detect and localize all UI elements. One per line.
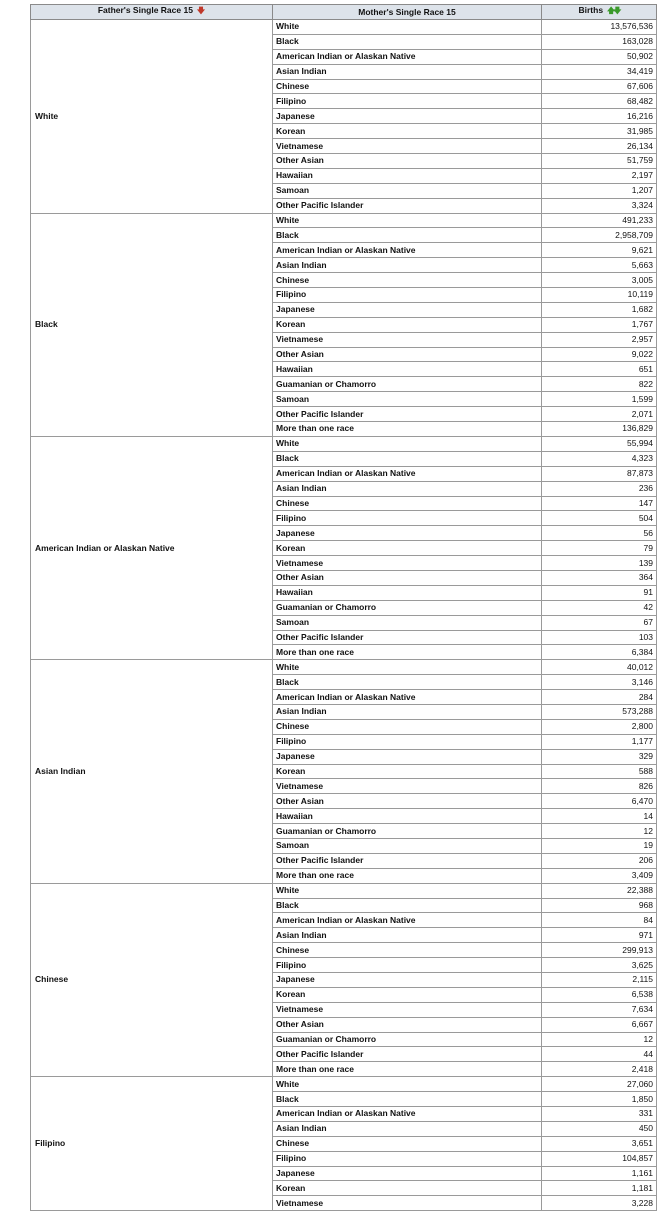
births-cell: 329	[542, 749, 657, 764]
births-cell: 104,857	[542, 1151, 657, 1166]
header-row	[31, 5, 657, 20]
births-cell: 79	[542, 541, 657, 556]
births-header-label: Births	[578, 5, 604, 15]
births-cell: 1,177	[542, 734, 657, 749]
births-cell: 7,634	[542, 1002, 657, 1017]
mother-race-cell: Chinese	[273, 719, 542, 734]
births-cell: 67,606	[542, 79, 657, 94]
births-cell: 163,028	[542, 34, 657, 49]
births-cell: 103	[542, 630, 657, 645]
mother-race-cell: Other Asian	[273, 1017, 542, 1032]
births-cell: 826	[542, 779, 657, 794]
births-cell: 27,060	[542, 1077, 657, 1092]
mother-race-cell: White	[273, 1077, 542, 1092]
mother-race-cell: Chinese	[273, 1136, 542, 1151]
births-cell: 651	[542, 362, 657, 377]
births-cell: 14	[542, 809, 657, 824]
table-row	[31, 883, 657, 898]
births-cell: 55,994	[542, 436, 657, 451]
births-cell: 3,228	[542, 1196, 657, 1211]
mother-race-cell: Filipino	[273, 1151, 542, 1166]
births-cell: 236	[542, 481, 657, 496]
mother-race-cell: American Indian or Alaskan Native	[273, 1107, 542, 1122]
mother-race-cell: Samoan	[273, 838, 542, 853]
births-cell: 3,146	[542, 675, 657, 690]
births-cell: 206	[542, 853, 657, 868]
births-cell: 6,538	[542, 987, 657, 1002]
father-race-cell: American Indian or Alaskan Native	[31, 436, 273, 659]
births-cell: 6,384	[542, 645, 657, 660]
births-cell: 2,197	[542, 168, 657, 183]
mother-race-cell: Black	[273, 228, 542, 243]
births-cell: 22,388	[542, 883, 657, 898]
births-cell: 3,005	[542, 273, 657, 288]
births-cell: 450	[542, 1121, 657, 1136]
births-cell: 2,958,709	[542, 228, 657, 243]
births-cell: 12	[542, 824, 657, 839]
father-race-header-label: Father's Single Race 15	[97, 5, 193, 15]
births-cell: 3,625	[542, 958, 657, 973]
births-cell: 56	[542, 526, 657, 541]
mother-race-cell: White	[273, 660, 542, 675]
births-cell: 44	[542, 1047, 657, 1062]
births-cell: 40,012	[542, 660, 657, 675]
mother-race-cell: Vietnamese	[273, 779, 542, 794]
births-cell: 1,207	[542, 183, 657, 198]
mother-race-cell: More than one race	[273, 1062, 542, 1077]
births-cell: 1,181	[542, 1181, 657, 1196]
mother-race-header	[273, 5, 542, 20]
births-cell: 364	[542, 570, 657, 585]
births-cell: 822	[542, 377, 657, 392]
mother-race-cell: More than one race	[273, 422, 542, 437]
births-cell: 588	[542, 764, 657, 779]
mother-race-cell: Black	[273, 675, 542, 690]
mother-race-cell: Asian Indian	[273, 258, 542, 273]
births-cell: 299,913	[542, 943, 657, 958]
births-cell: 6,667	[542, 1017, 657, 1032]
table-body	[31, 20, 657, 1211]
mother-race-cell: Other Pacific Islander	[273, 1047, 542, 1062]
mother-race-cell: Vietnamese	[273, 332, 542, 347]
births-cell: 331	[542, 1107, 657, 1122]
mother-race-cell: Filipino	[273, 734, 542, 749]
mother-race-cell: Korean	[273, 764, 542, 779]
mother-race-cell: Korean	[273, 987, 542, 1002]
births-cell: 87,873	[542, 466, 657, 481]
mother-race-cell: Guamanian or Chamorro	[273, 600, 542, 615]
mother-race-cell: Other Pacific Islander	[273, 630, 542, 645]
father-race-cell: Filipino	[31, 1077, 273, 1211]
mother-race-cell: Guamanian or Chamorro	[273, 824, 542, 839]
births-cell: 4,323	[542, 451, 657, 466]
sort-toggle-icon[interactable]: 🡅🡇	[607, 6, 620, 15]
mother-race-cell: Hawaiian	[273, 585, 542, 600]
births-cell: 139	[542, 556, 657, 571]
mother-race-cell: Filipino	[273, 511, 542, 526]
births-cell: 2,800	[542, 719, 657, 734]
births-cell: 3,409	[542, 868, 657, 883]
mother-race-cell: Japanese	[273, 109, 542, 124]
births-cell: 2,957	[542, 332, 657, 347]
mother-race-cell: Korean	[273, 317, 542, 332]
mother-race-cell: Black	[273, 898, 542, 913]
births-cell: 147	[542, 496, 657, 511]
table-row	[31, 20, 657, 35]
mother-race-cell: Asian Indian	[273, 64, 542, 79]
mother-race-cell: Black	[273, 1092, 542, 1107]
mother-race-cell: Filipino	[273, 958, 542, 973]
mother-race-cell: Other Asian	[273, 794, 542, 809]
mother-race-cell: Korean	[273, 1181, 542, 1196]
mother-race-cell: More than one race	[273, 645, 542, 660]
table-row	[31, 213, 657, 228]
mother-race-cell: Filipino	[273, 94, 542, 109]
table-row	[31, 436, 657, 451]
births-cell: 16,216	[542, 109, 657, 124]
mother-race-cell: Korean	[273, 124, 542, 139]
mother-race-cell: Other Pacific Islander	[273, 198, 542, 213]
mother-race-cell: Korean	[273, 541, 542, 556]
births-cell: 84	[542, 913, 657, 928]
mother-race-cell: Vietnamese	[273, 1002, 542, 1017]
mother-race-cell: Chinese	[273, 496, 542, 511]
table-row	[31, 660, 657, 675]
sort-descending-icon[interactable]: 🡇	[196, 6, 206, 15]
births-cell: 3,651	[542, 1136, 657, 1151]
mother-race-cell: American Indian or Alaskan Native	[273, 466, 542, 481]
births-cell: 491,233	[542, 213, 657, 228]
mother-race-cell: Asian Indian	[273, 928, 542, 943]
mother-race-cell: Vietnamese	[273, 556, 542, 571]
mother-race-cell: Other Asian	[273, 347, 542, 362]
births-cell: 2,418	[542, 1062, 657, 1077]
mother-race-cell: Samoan	[273, 183, 542, 198]
mother-race-cell: Japanese	[273, 1166, 542, 1181]
births-cell: 68,482	[542, 94, 657, 109]
births-table	[30, 4, 657, 1211]
births-cell: 26,134	[542, 139, 657, 154]
births-cell: 12	[542, 1032, 657, 1047]
births-cell: 50,902	[542, 49, 657, 64]
births-cell: 2,071	[542, 407, 657, 422]
mother-race-cell: Japanese	[273, 302, 542, 317]
births-cell: 34,419	[542, 64, 657, 79]
mother-race-cell: American Indian or Alaskan Native	[273, 49, 542, 64]
father-race-cell: Chinese	[31, 883, 273, 1077]
births-cell: 1,850	[542, 1092, 657, 1107]
mother-race-cell: White	[273, 436, 542, 451]
births-cell: 9,621	[542, 243, 657, 258]
mother-race-cell: Hawaiian	[273, 362, 542, 377]
births-cell: 1,161	[542, 1166, 657, 1181]
births-cell: 971	[542, 928, 657, 943]
births-cell: 968	[542, 898, 657, 913]
mother-race-cell: White	[273, 213, 542, 228]
births-cell: 19	[542, 838, 657, 853]
mother-race-cell: Samoan	[273, 392, 542, 407]
mother-race-cell: Japanese	[273, 749, 542, 764]
mother-race-cell: Guamanian or Chamorro	[273, 1032, 542, 1047]
births-cell: 573,288	[542, 704, 657, 719]
father-race-cell: Asian Indian	[31, 660, 273, 883]
mother-race-cell: Black	[273, 34, 542, 49]
mother-race-cell: Vietnamese	[273, 139, 542, 154]
births-cell: 51,759	[542, 154, 657, 169]
births-cell: 31,985	[542, 124, 657, 139]
father-race-cell: White	[31, 20, 273, 214]
mother-race-cell: More than one race	[273, 868, 542, 883]
mother-race-cell: Japanese	[273, 526, 542, 541]
mother-race-cell: Chinese	[273, 79, 542, 94]
mother-race-cell: Samoan	[273, 615, 542, 630]
births-cell: 136,829	[542, 422, 657, 437]
births-cell: 91	[542, 585, 657, 600]
mother-race-cell: American Indian or Alaskan Native	[273, 913, 542, 928]
births-cell: 10,119	[542, 288, 657, 303]
mother-race-cell: Vietnamese	[273, 1196, 542, 1211]
births-cell: 3,324	[542, 198, 657, 213]
mother-race-cell: Other Pacific Islander	[273, 407, 542, 422]
births-cell: 504	[542, 511, 657, 526]
father-race-cell: Black	[31, 213, 273, 436]
births-header[interactable]	[542, 5, 657, 20]
births-cell: 13,576,536	[542, 20, 657, 35]
mother-race-cell: Chinese	[273, 273, 542, 288]
mother-race-cell: American Indian or Alaskan Native	[273, 690, 542, 705]
births-cell: 1,599	[542, 392, 657, 407]
mother-race-cell: White	[273, 20, 542, 35]
mother-race-cell: Asian Indian	[273, 704, 542, 719]
births-cell: 284	[542, 690, 657, 705]
births-cell: 42	[542, 600, 657, 615]
mother-race-cell: Black	[273, 451, 542, 466]
mother-race-cell: White	[273, 883, 542, 898]
births-cell: 67	[542, 615, 657, 630]
table-row	[31, 1077, 657, 1092]
births-cell: 2,115	[542, 973, 657, 988]
mother-race-cell: Chinese	[273, 943, 542, 958]
mother-race-cell: Guamanian or Chamorro	[273, 377, 542, 392]
mother-race-cell: Other Pacific Islander	[273, 853, 542, 868]
mother-race-cell: Hawaiian	[273, 168, 542, 183]
mother-race-cell: American Indian or Alaskan Native	[273, 243, 542, 258]
mother-race-cell: Other Asian	[273, 154, 542, 169]
mother-race-cell: Asian Indian	[273, 481, 542, 496]
mother-race-cell: Other Asian	[273, 570, 542, 585]
mother-race-cell: Asian Indian	[273, 1121, 542, 1136]
births-cell: 6,470	[542, 794, 657, 809]
births-cell: 9,022	[542, 347, 657, 362]
mother-race-header-label: Mother's Single Race 15	[358, 7, 456, 17]
mother-race-cell: Filipino	[273, 288, 542, 303]
mother-race-cell: Hawaiian	[273, 809, 542, 824]
father-race-header[interactable]	[31, 5, 273, 20]
births-cell: 5,663	[542, 258, 657, 273]
births-cell: 1,767	[542, 317, 657, 332]
births-cell: 1,682	[542, 302, 657, 317]
mother-race-cell: Japanese	[273, 973, 542, 988]
